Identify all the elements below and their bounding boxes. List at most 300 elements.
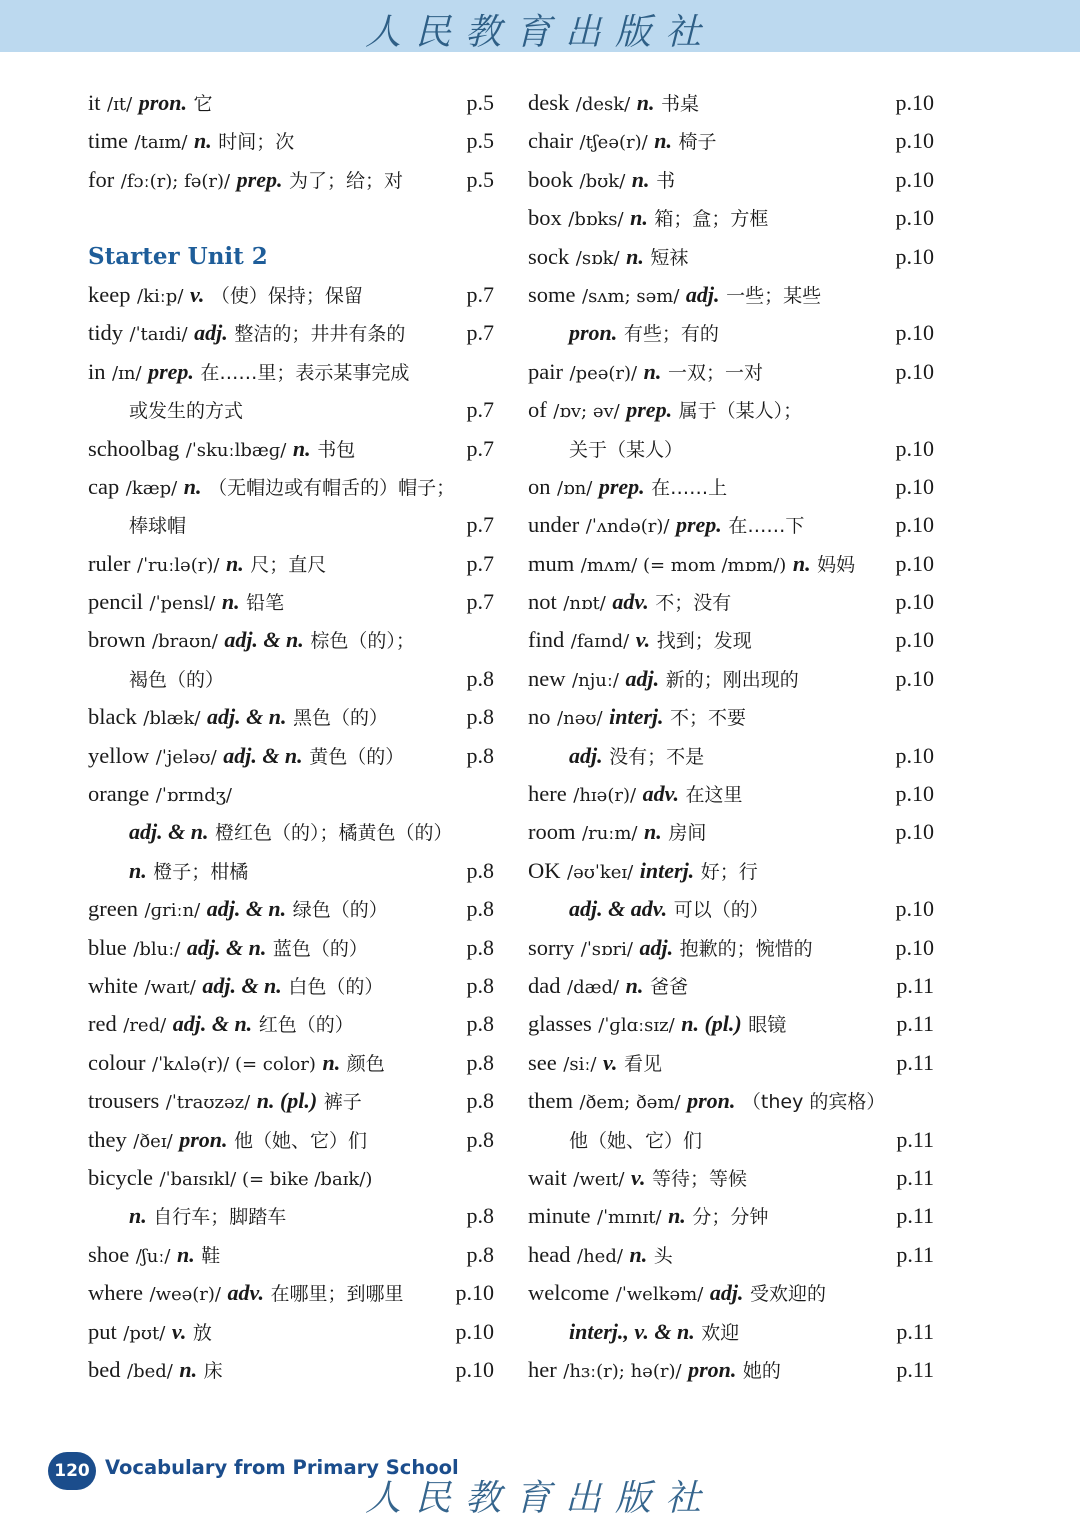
entry-phonetic: /nɒt/ [563, 593, 606, 615]
entry-phonetic: /ɡriːn/ [144, 900, 201, 922]
entry-page-ref: p.8 [466, 1126, 494, 1152]
entry-phonetic: /taɪm/ [134, 132, 188, 154]
entry-phonetic: /ɒn/ [557, 477, 593, 499]
entry-meaning: 红色（的） [258, 1014, 354, 1037]
entry-meaning: 等待；等候 [651, 1167, 747, 1190]
unit-heading [88, 238, 494, 276]
entry-part-of-speech: n. [668, 1203, 686, 1229]
entry-word: find [528, 627, 565, 653]
entry-phonetic: /sʌm; səm/ [582, 285, 680, 307]
entry-page-ref: p.11 [896, 1049, 934, 1075]
entry-word: ruler [88, 550, 131, 576]
entry-phonetic: /ʃuː/ [135, 1245, 171, 1267]
vocab-entry [528, 468, 934, 506]
entry-page-ref: p.7 [466, 550, 494, 576]
vocab-entry-continuation [88, 660, 494, 698]
vocab-entry-continuation [88, 391, 494, 429]
entry-page-ref: p.11 [896, 1203, 934, 1229]
entry-page-ref: p.10 [895, 665, 934, 691]
entry-word: her [528, 1356, 557, 1382]
entry-page-ref: p.5 [466, 128, 494, 154]
entry-word: of [528, 397, 547, 423]
entry-phonetic: /ˈbaɪsɪkl/ (= bike /baɪk/) [159, 1168, 373, 1190]
entry-phonetic: /hɜː(r); hə(r)/ [563, 1360, 682, 1382]
entry-meaning: 在……上 [651, 476, 728, 499]
vocab-entry-continuation [528, 430, 934, 468]
entry-phonetic: /waɪt/ [144, 976, 196, 998]
entry-part-of-speech: n. [183, 473, 202, 499]
entry-meaning: 书 [656, 169, 676, 192]
entry-meaning: 抱歉的；惋惜的 [679, 937, 813, 960]
vocab-entry [88, 1121, 494, 1159]
entry-phonetic: /ɪt/ [107, 94, 133, 115]
entry-word: brown [88, 627, 146, 653]
entry-phonetic: /ˈmɪnɪt/ [597, 1207, 662, 1229]
vocab-entry [528, 698, 934, 736]
entry-meaning: 整洁的；井井有条的 [234, 323, 406, 346]
entry-phonetic: /ˈɒrɪndʒ/ [155, 785, 232, 807]
entry-meaning: 颜色 [346, 1052, 385, 1075]
entry-page-ref: p.8 [466, 665, 494, 691]
entry-meaning: 橙红色（的）；橘黄色（的） [215, 822, 453, 845]
entry-word: bicycle [88, 1164, 153, 1190]
vocab-entry [528, 967, 934, 1005]
entry-part-of-speech: v. [602, 1049, 618, 1075]
vocab-entry [88, 890, 494, 928]
entry-meaning: 或发生的方式 [129, 400, 244, 423]
entry-part-of-speech: n. [792, 550, 811, 576]
entry-part-of-speech: n. [631, 166, 650, 192]
entry-page-ref: p.10 [895, 819, 934, 845]
entry-word: wait [528, 1164, 567, 1190]
entry-part-of-speech: prep. [675, 512, 722, 538]
entry-phonetic: /ˈʌndə(r)/ [585, 516, 670, 538]
entry-word: head [528, 1241, 571, 1267]
vocab-entry [88, 929, 494, 967]
entry-part-of-speech: n. [626, 243, 644, 269]
entry-part-of-speech: adj. & n. [186, 934, 267, 960]
entry-page-ref: p.11 [896, 1011, 934, 1037]
vocab-entry [528, 1197, 934, 1235]
entry-word: they [88, 1126, 127, 1152]
entry-word: mum [528, 550, 575, 576]
entry-meaning: （使）保持；保留 [210, 284, 363, 307]
entry-phonetic: /njuː/ [572, 669, 619, 691]
entry-part-of-speech: pron. [569, 320, 618, 346]
entry-phonetic: /peə(r)/ [569, 362, 638, 384]
entry-part-of-speech: n. [292, 435, 311, 461]
vocab-entry [528, 660, 934, 698]
entry-page-ref: p.11 [896, 1241, 934, 1267]
entry-phonetic: /ˈjeləʊ/ [155, 746, 217, 768]
entry-meaning: 在……下 [728, 515, 805, 538]
vocab-entry [88, 967, 494, 1005]
vocab-entry [88, 1005, 494, 1043]
vocab-entry [528, 1044, 934, 1082]
entry-part-of-speech: adj. [685, 281, 720, 307]
entry-word: put [88, 1318, 117, 1344]
entry-part-of-speech: adj. & n. [207, 704, 287, 730]
entry-phonetic: /bʊk/ [579, 170, 626, 192]
entry-meaning: 在这里 [685, 784, 743, 807]
entry-phonetic: /ˈskuːlbæɡ/ [185, 439, 287, 461]
entry-part-of-speech: adj. [569, 742, 603, 768]
entry-phonetic: /kæp/ [125, 477, 178, 499]
entry-meaning: 黑色（的） [293, 707, 389, 730]
entry-part-of-speech: n. [129, 1203, 147, 1229]
entry-part-of-speech: adv. [642, 781, 680, 807]
entry-word: new [528, 665, 566, 691]
vocab-entry [528, 1274, 934, 1312]
entry-meaning: 书桌 [661, 93, 700, 115]
entry-part-of-speech: adj. & n. [172, 1011, 253, 1037]
entry-word: no [528, 704, 551, 730]
entry-word: pair [528, 358, 563, 384]
entry-word: green [88, 896, 138, 922]
entry-phonetic: /ˈtraʊzəz/ [165, 1092, 251, 1114]
entry-phonetic: /faɪnd/ [570, 631, 630, 653]
entry-word: tidy [88, 320, 124, 346]
entry-meaning: 分；分钟 [692, 1206, 769, 1229]
entry-meaning: 椅子 [678, 131, 717, 154]
entry-part-of-speech: n. [179, 1356, 198, 1382]
entry-phonetic: /ˈkʌlə(r)/ (= color) [152, 1053, 316, 1075]
entry-phonetic: /ˈpensl/ [149, 593, 216, 615]
entry-word: chair [528, 128, 573, 154]
entry-meaning: 它 [193, 93, 213, 115]
entry-phonetic: /nəʊ/ [557, 708, 603, 730]
entry-meaning: 受欢迎的 [749, 1283, 826, 1306]
entry-word: sock [528, 243, 570, 269]
entry-phonetic: /siː/ [563, 1053, 597, 1075]
entry-word: keep [88, 281, 131, 307]
entry-word: desk [528, 90, 570, 115]
entry-meaning: 妈妈 [817, 553, 856, 576]
entry-page-ref: p.10 [895, 627, 934, 653]
entry-phonetic: /bluː/ [133, 938, 181, 960]
entry-meaning: （they 的宾格） [741, 1091, 886, 1114]
entry-meaning: 蓝色（的） [272, 937, 368, 960]
entry-page-ref: p.8 [466, 1011, 494, 1037]
entry-phonetic: /bɒks/ [568, 209, 624, 231]
entry-part-of-speech: adj. [639, 934, 674, 960]
entry-word: shoe [88, 1241, 130, 1267]
entry-meaning: 可以（的） [673, 899, 769, 922]
entry-part-of-speech: adv. [612, 589, 649, 615]
vocab-entry [88, 1159, 494, 1197]
entry-part-of-speech: n. [643, 358, 662, 384]
publisher-watermark-bottom: 人民教育出版社 [364, 1478, 715, 1519]
entry-part-of-speech: n. [654, 128, 672, 154]
entry-meaning: 她的 [742, 1359, 781, 1382]
entry-part-of-speech: n. [129, 857, 147, 883]
entry-phonetic: /kiːp/ [137, 285, 184, 307]
entry-meaning: 他（她、它）们 [234, 1129, 368, 1152]
entry-word: book [528, 166, 573, 192]
entry-page-ref: p.10 [895, 166, 934, 192]
entry-page-ref: p.10 [455, 1318, 494, 1344]
entry-meaning: 一些；某些 [726, 284, 822, 307]
entry-phonetic: /dæd/ [567, 976, 620, 998]
entry-word: red [88, 1011, 117, 1037]
entry-part-of-speech: pron. [688, 1356, 737, 1382]
entry-page-ref: p.8 [466, 857, 494, 883]
vocab-column-right [528, 84, 934, 1389]
entry-page-ref: p.10 [895, 896, 934, 922]
entry-part-of-speech: n. [629, 1241, 648, 1267]
footer-title: Vocabulary from Primary School [105, 1456, 459, 1479]
entry-meaning: 自行车；脚踏车 [153, 1206, 287, 1229]
entry-word: sorry [528, 934, 575, 960]
entry-meaning: 短袜 [650, 246, 689, 269]
entry-meaning: 房间 [668, 822, 707, 845]
entry-word: yellow [88, 742, 150, 768]
entry-page-ref: p.11 [896, 1164, 934, 1190]
entry-part-of-speech: adj. & n. [202, 972, 282, 998]
entry-word: for [88, 166, 115, 192]
entry-meaning: 不；没有 [655, 592, 732, 615]
entry-phonetic: /hɪə(r)/ [573, 785, 637, 807]
vocab-entry [88, 775, 494, 813]
vocab-entry [88, 1274, 494, 1312]
vocab-entry-continuation [88, 1197, 494, 1235]
entry-word: cap [88, 473, 120, 499]
entry-meaning: 白色（的） [288, 975, 384, 998]
vocab-entry [88, 430, 494, 468]
vocab-entry [528, 199, 934, 237]
vocab-entry [88, 276, 494, 314]
entry-meaning: 爸爸 [649, 975, 688, 998]
vocab-entry [88, 621, 494, 659]
vocab-entry [88, 84, 494, 122]
entry-part-of-speech: pron. [687, 1088, 736, 1114]
entry-page-ref: p.5 [466, 166, 494, 192]
entry-part-of-speech: pron. [179, 1126, 228, 1152]
entry-meaning: 为了；给；对 [289, 169, 404, 192]
entry-phonetic: /ˈɡlɑːsɪz/ [598, 1015, 675, 1037]
entry-word: blue [88, 934, 127, 960]
entry-part-of-speech: n. [177, 1241, 195, 1267]
entry-page-ref: p.10 [455, 1356, 494, 1382]
entry-meaning: 橙子；柑橘 [153, 860, 249, 883]
entry-part-of-speech: interj., v. & n. [569, 1318, 695, 1344]
entry-meaning: 头 [653, 1244, 673, 1267]
entry-phonetic: /sɒk/ [575, 247, 620, 269]
entry-word: bed [88, 1356, 121, 1382]
entry-part-of-speech: n. [644, 819, 662, 845]
entry-meaning: 不；不要 [670, 707, 747, 730]
vocab-entry [88, 1044, 494, 1082]
entry-page-ref: p.5 [466, 90, 494, 115]
entry-word: dad [528, 972, 561, 998]
entry-phonetic: /red/ [123, 1015, 167, 1037]
entry-phonetic: /ɒv; əv/ [553, 401, 620, 423]
vocab-entry [528, 506, 934, 544]
entry-part-of-speech: adj. [709, 1280, 744, 1306]
entry-phonetic: /ˈsɒri/ [580, 938, 633, 960]
entry-page-ref: p.10 [895, 128, 934, 154]
entry-page-ref: p.10 [895, 781, 934, 807]
entry-meaning: 一双；一对 [667, 361, 763, 384]
entry-phonetic: /fɔː(r); fə(r)/ [120, 170, 231, 192]
entry-part-of-speech: pron. [138, 90, 187, 115]
entry-page-ref: p.8 [466, 742, 494, 768]
entry-page-ref: p.10 [895, 243, 934, 269]
entry-word: not [528, 589, 557, 615]
vocab-entry [528, 545, 934, 583]
entry-part-of-speech: n. (pl.) [256, 1088, 318, 1114]
entry-word: room [528, 819, 576, 845]
entry-part-of-speech: v. [189, 281, 205, 307]
entry-part-of-speech: n. [630, 205, 648, 231]
publisher-watermark-top: 人民教育出版社 [364, 12, 715, 53]
entry-meaning: 裤子 [323, 1091, 362, 1114]
entry-word: white [88, 972, 138, 998]
entry-meaning: 他（她、它）们 [569, 1129, 703, 1152]
entry-meaning: 在哪里；到哪里 [270, 1283, 404, 1306]
entry-page-ref: p.7 [466, 320, 494, 346]
entry-part-of-speech: adj. & n. [223, 742, 303, 768]
entry-word: welcome [528, 1280, 610, 1306]
entry-page-ref: p.10 [895, 473, 934, 499]
vocab-entry [88, 314, 494, 352]
entry-meaning: 尺；直尺 [250, 553, 327, 576]
vocab-entry [528, 1082, 934, 1120]
vocab-entry [528, 161, 934, 199]
vocab-entry [528, 238, 934, 276]
entry-page-ref: p.7 [466, 512, 494, 538]
vocab-entry [528, 929, 934, 967]
entry-page-ref: p.10 [895, 550, 934, 576]
entry-phonetic: /tʃeə(r)/ [579, 132, 648, 154]
spacer-row [88, 199, 494, 237]
vocab-entry-continuation [528, 314, 934, 352]
entry-part-of-speech: prep. [236, 166, 283, 192]
entry-meaning: 没有；不是 [609, 745, 705, 768]
entry-meaning: 找到；发现 [656, 630, 752, 653]
entry-meaning: 棒球帽 [129, 515, 187, 538]
entry-phonetic: /hed/ [577, 1245, 623, 1267]
vocab-entry [88, 698, 494, 736]
entry-part-of-speech: interj. [609, 704, 664, 730]
entry-word: trousers [88, 1088, 160, 1114]
entry-meaning: 书包 [317, 438, 356, 461]
entry-page-ref: p.8 [466, 972, 494, 998]
vocab-entry [88, 1236, 494, 1274]
entry-meaning: 铅笔 [246, 592, 285, 615]
entry-page-ref: p.10 [895, 742, 934, 768]
vocab-entry [88, 122, 494, 160]
vocab-entry-continuation [528, 1121, 934, 1159]
page-number-badge: 120 [48, 1452, 96, 1490]
entry-word: orange [88, 781, 150, 807]
vocab-entry [528, 276, 934, 314]
vocab-entry [88, 737, 494, 775]
entry-page-ref: p.8 [466, 896, 494, 922]
vocab-entry [528, 84, 934, 122]
vocab-entry [528, 1236, 934, 1274]
entry-meaning: 看见 [623, 1052, 662, 1075]
vocab-entry [528, 122, 934, 160]
entry-meaning: 棕色（的）； [310, 630, 415, 653]
vocab-entry-continuation [88, 506, 494, 544]
vocab-entry [528, 1005, 934, 1043]
entry-meaning: 关于（某人） [569, 438, 684, 461]
vocab-entry [88, 1082, 494, 1120]
vocab-entry [88, 353, 494, 391]
entry-meaning: 褐色（的） [129, 668, 225, 691]
vocab-entry-continuation [528, 737, 934, 775]
entry-part-of-speech: adj. & n. [206, 896, 287, 922]
unit-heading-text: Starter Unit 2 [88, 242, 268, 270]
entry-word: time [88, 128, 128, 154]
entry-phonetic: /ɪn/ [112, 362, 142, 384]
entry-word: see [528, 1049, 557, 1075]
entry-page-ref: p.7 [466, 397, 494, 423]
entry-part-of-speech: n. [636, 90, 655, 115]
entry-phonetic: /ðem; ðəm/ [579, 1092, 681, 1114]
vocab-entry [528, 583, 934, 621]
entry-page-ref: p.8 [466, 1203, 494, 1229]
entry-page-ref: p.8 [466, 1088, 494, 1114]
entry-part-of-speech: n. [193, 128, 212, 154]
entry-word: minute [528, 1203, 591, 1229]
entry-word: glasses [528, 1011, 592, 1037]
entry-part-of-speech: v. [631, 1164, 646, 1190]
entry-page-ref: p.11 [896, 972, 934, 998]
entry-page-ref: p.11 [896, 1318, 934, 1344]
entry-phonetic: /braʊn/ [152, 631, 218, 653]
entry-part-of-speech: adj. & n. [224, 627, 304, 653]
vocab-entry [88, 1351, 494, 1389]
entry-meaning: 新的；刚出现的 [665, 668, 799, 691]
entry-part-of-speech: adj. [625, 665, 660, 691]
entry-phonetic: /bed/ [127, 1360, 173, 1382]
entry-page-ref: p.10 [895, 358, 934, 384]
entry-phonetic: /desk/ [575, 94, 631, 115]
entry-phonetic: /mʌm/ (= mom /mɒm/) [580, 554, 787, 576]
vocab-entry [528, 775, 934, 813]
vocab-entry-continuation [88, 852, 494, 890]
vocab-entry [528, 813, 934, 851]
entry-part-of-speech: adj. & adv. [569, 896, 668, 922]
entry-word: here [528, 781, 567, 807]
entry-part-of-speech: prep. [148, 358, 194, 384]
entry-word: pencil [88, 589, 143, 615]
entry-page-ref: p.7 [466, 589, 494, 615]
entry-word: box [528, 205, 562, 231]
entry-phonetic: /weɪt/ [573, 1168, 625, 1190]
entry-page-ref: p.10 [895, 90, 934, 115]
entry-meaning: 在……里；表示某事完成 [200, 361, 410, 384]
vocab-entry [528, 391, 934, 429]
entry-meaning: 黄色（的） [309, 745, 405, 768]
entry-phonetic: /ðeɪ/ [133, 1130, 173, 1152]
entry-meaning: 欢迎 [701, 1321, 740, 1344]
entry-phonetic: /ruːm/ [582, 823, 638, 845]
entry-part-of-speech: n. [625, 972, 644, 998]
entry-page-ref: p.10 [895, 589, 934, 615]
entry-word: under [528, 512, 580, 538]
entry-part-of-speech: v. [635, 627, 651, 653]
entry-part-of-speech: prep. [598, 473, 645, 499]
entry-part-of-speech: adv. [227, 1280, 264, 1306]
entry-meaning: 眼镜 [748, 1014, 787, 1037]
entry-word: it [88, 90, 101, 115]
entry-meaning: （无帽边或有帽舌的）帽子； [208, 476, 456, 499]
entry-phonetic: /ˈwelkəm/ [615, 1284, 704, 1306]
entry-word: where [88, 1280, 143, 1306]
